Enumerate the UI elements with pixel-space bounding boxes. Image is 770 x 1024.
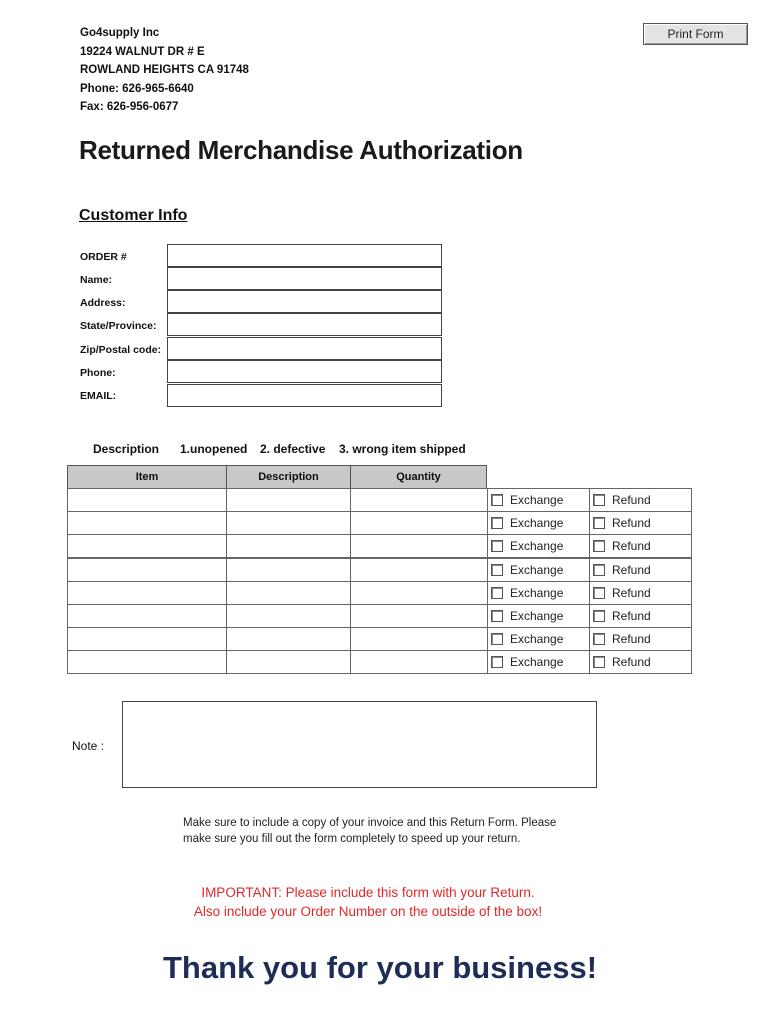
refund-option-label: Refund bbox=[612, 586, 651, 600]
state-province-label: State/Province: bbox=[80, 320, 157, 332]
name-field[interactable] bbox=[167, 267, 442, 290]
exchange-option-label: Exchange bbox=[510, 655, 564, 669]
refund-checkbox[interactable] bbox=[593, 494, 605, 506]
address-field[interactable] bbox=[167, 290, 442, 313]
exchange-checkbox[interactable] bbox=[491, 656, 503, 668]
quantity-cell[interactable] bbox=[350, 511, 488, 535]
exchange-checkbox[interactable] bbox=[491, 633, 503, 645]
description-legend-label: Description bbox=[93, 442, 160, 456]
exchange-checkbox[interactable] bbox=[491, 517, 503, 529]
zip-postal-code-field[interactable] bbox=[167, 337, 442, 360]
exchange-option[interactable] bbox=[487, 604, 590, 628]
refund-option[interactable] bbox=[589, 627, 692, 651]
description-cell[interactable] bbox=[226, 627, 351, 651]
refund-option[interactable] bbox=[589, 488, 692, 512]
refund-checkbox[interactable] bbox=[593, 587, 605, 599]
description-cell[interactable] bbox=[226, 558, 351, 582]
quantity-column-header: Quantity bbox=[350, 465, 487, 489]
exchange-option[interactable] bbox=[487, 534, 590, 558]
thank-you-message: Thank you for your business! bbox=[162, 950, 598, 985]
item-cell[interactable] bbox=[67, 650, 227, 674]
name-label: Name: bbox=[80, 274, 113, 286]
instructions-line: make sure you fill out the form completely to speed up your return. bbox=[183, 833, 521, 845]
exchange-checkbox[interactable] bbox=[491, 564, 503, 576]
exchange-checkbox[interactable] bbox=[491, 610, 503, 622]
description-option-defective: 2. defective bbox=[260, 442, 326, 456]
item-cell[interactable] bbox=[67, 558, 227, 582]
exchange-option-label: Exchange bbox=[510, 493, 564, 507]
quantity-cell[interactable] bbox=[350, 581, 488, 605]
refund-checkbox[interactable] bbox=[593, 517, 605, 529]
refund-option-label: Refund bbox=[612, 516, 651, 530]
refund-option-label: Refund bbox=[612, 563, 651, 577]
state-province-field[interactable] bbox=[167, 313, 442, 336]
note-field[interactable] bbox=[122, 701, 597, 788]
company-city: ROWLAND HEIGHTS CA 91748 bbox=[80, 64, 249, 76]
refund-option[interactable] bbox=[589, 581, 692, 605]
item-cell[interactable] bbox=[67, 604, 227, 628]
item-cell[interactable] bbox=[67, 627, 227, 651]
quantity-cell[interactable] bbox=[350, 558, 488, 582]
exchange-option-label: Exchange bbox=[510, 539, 564, 553]
description-option-unopened: 1.unopened bbox=[180, 442, 248, 456]
refund-option[interactable] bbox=[589, 604, 692, 628]
description-column-header: Description bbox=[226, 465, 351, 489]
exchange-option-label: Exchange bbox=[510, 516, 564, 530]
quantity-cell[interactable] bbox=[350, 534, 488, 558]
description-option-wrong-item: 3. wrong item shipped bbox=[339, 442, 466, 456]
exchange-option[interactable] bbox=[487, 558, 590, 582]
refund-checkbox[interactable] bbox=[593, 540, 605, 552]
quantity-cell[interactable] bbox=[350, 627, 488, 651]
order-number-label: ORDER # bbox=[80, 251, 127, 263]
refund-option[interactable] bbox=[589, 650, 692, 674]
item-cell[interactable] bbox=[67, 488, 227, 512]
exchange-option[interactable] bbox=[487, 488, 590, 512]
refund-checkbox[interactable] bbox=[593, 656, 605, 668]
item-cell[interactable] bbox=[67, 534, 227, 558]
description-cell[interactable] bbox=[226, 581, 351, 605]
exchange-checkbox[interactable] bbox=[491, 587, 503, 599]
exchange-option[interactable] bbox=[487, 511, 590, 535]
refund-option-label: Refund bbox=[612, 539, 651, 553]
email-label: EMAIL: bbox=[80, 390, 117, 402]
exchange-option-label: Exchange bbox=[510, 563, 564, 577]
quantity-cell[interactable] bbox=[350, 650, 488, 674]
important-line: Also include your Order Number on the outside of the box! bbox=[193, 904, 543, 919]
phone-label: Phone: bbox=[80, 367, 116, 379]
refund-option-label: Refund bbox=[612, 493, 651, 507]
company-fax: Fax: 626-956-0677 bbox=[80, 101, 179, 113]
item-cell[interactable] bbox=[67, 511, 227, 535]
description-cell[interactable] bbox=[226, 534, 351, 558]
refund-option-label: Refund bbox=[612, 609, 651, 623]
company-name: Go4supply Inc bbox=[80, 27, 160, 39]
exchange-option[interactable] bbox=[487, 627, 590, 651]
zip-postal-code-label: Zip/Postal code: bbox=[80, 344, 162, 356]
item-cell[interactable] bbox=[67, 581, 227, 605]
refund-option[interactable] bbox=[589, 511, 692, 535]
description-cell[interactable] bbox=[226, 650, 351, 674]
description-cell[interactable] bbox=[226, 511, 351, 535]
exchange-option-label: Exchange bbox=[510, 586, 564, 600]
quantity-cell[interactable] bbox=[350, 488, 488, 512]
quantity-cell[interactable] bbox=[350, 604, 488, 628]
important-notice bbox=[150, 883, 586, 921]
refund-checkbox[interactable] bbox=[593, 610, 605, 622]
exchange-option-label: Exchange bbox=[510, 632, 564, 646]
exchange-checkbox[interactable] bbox=[491, 540, 503, 552]
description-cell[interactable] bbox=[226, 604, 351, 628]
refund-checkbox[interactable] bbox=[593, 564, 605, 576]
important-line: IMPORTANT: Please include this form with your Return. bbox=[201, 885, 535, 900]
exchange-option-label: Exchange bbox=[510, 609, 564, 623]
phone-field[interactable] bbox=[167, 360, 442, 383]
company-street: 19224 WALNUT DR # E bbox=[80, 45, 205, 58]
refund-option-label: Refund bbox=[612, 632, 651, 646]
customer-info-heading: Customer Info bbox=[79, 207, 188, 224]
refund-option-label: Refund bbox=[612, 655, 651, 669]
description-cell[interactable] bbox=[226, 488, 351, 512]
exchange-checkbox[interactable] bbox=[491, 494, 503, 506]
email-field[interactable] bbox=[167, 384, 442, 407]
page-title: Returned Merchandise Authorization bbox=[79, 135, 523, 165]
exchange-option[interactable] bbox=[487, 581, 590, 605]
instructions-line: Make sure to include a copy of your invoice and this Return Form. Please bbox=[183, 817, 557, 829]
note-label: Note : bbox=[72, 739, 105, 753]
refund-option[interactable] bbox=[589, 534, 692, 558]
order-number-field[interactable] bbox=[167, 244, 442, 267]
instructions-text bbox=[183, 815, 583, 847]
company-phone: Phone: 626-965-6640 bbox=[80, 82, 194, 95]
item-column-header: Item bbox=[67, 465, 227, 489]
address-label: Address: bbox=[80, 297, 126, 309]
refund-checkbox[interactable] bbox=[593, 633, 605, 645]
exchange-option[interactable] bbox=[487, 650, 590, 674]
print-form-button[interactable]: Print Form bbox=[643, 23, 748, 45]
refund-option[interactable] bbox=[589, 558, 692, 582]
company-address-block bbox=[80, 24, 249, 117]
